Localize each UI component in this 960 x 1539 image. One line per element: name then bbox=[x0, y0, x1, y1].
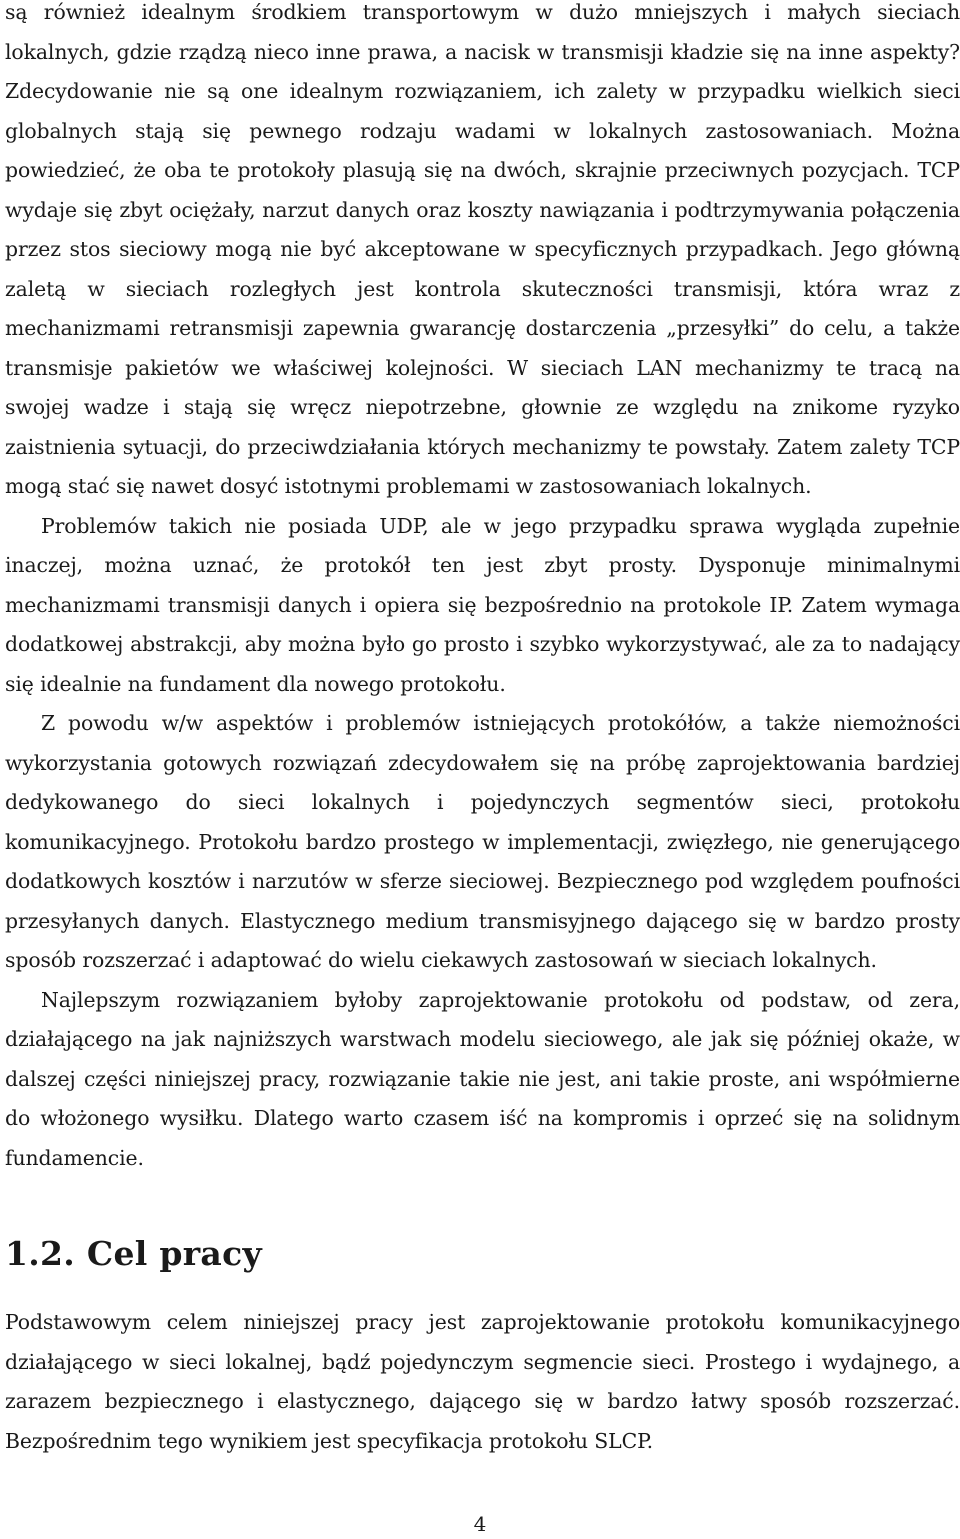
section-heading: 1.2. Cel pracy bbox=[5, 1234, 262, 1273]
paragraph-3: Z powodu w/w aspektów i problemów istniejących protokółów, a także niemożności wykorzystania gotowych rozwiązań zdecydowałem się na próbę zaprojektowania bardziej dedykowanego do sieci lokalnych i pojedynczych segmentów sieci, protokołu komunikacyjnego. Protokołu bardzo prostego w implementacji, zwięzłego, nie generującego dodatkowych kosztów i narzutów w sferze sieciowej. Bezpiecznego pod względem poufności przesyłanych danych. Elastycznego medium transmisyjnego dającego się w bardzo prosty sposób rozszerzać i adaptować do wielu ciekawych zastosowań w sieciach lokalnych. bbox=[5, 711, 960, 972]
section-paragraph: Podstawowym celem niniejszej pracy jest zaprojektowanie protokołu komunikacyjnego działającego w sieci lokalnej, bądź pojedynczym segmencie sieci. Prostego i wydajnego, a zarazem bezpiecznego i elastycznego, dającego się w bardzo łatwy sposób rozszerzać. Bezpośrednim tego wynikiem jest specyfikacja protokołu SLCP. bbox=[5, 1310, 960, 1453]
paragraph-2: Problemów takich nie posiada UDP, ale w jego przypadku sprawa wygląda zupełnie inaczej, można uznać, że protokół ten jest zbyt prosty. Dysponuje minimalnymi mechanizmami transmisji danych i opiera się bezpośrednio na protokole IP. Zatem wymaga dodatkowej abstrakcji, aby można było go prosto i szybko wykorzystywać, ale za to nadający się idealnie na fundament dla nowego protokołu. bbox=[5, 513, 960, 696]
paragraph-4: Najlepszym rozwiązaniem byłoby zaprojektowanie protokołu od podstaw, od zera, działającego na jak najniższych warstwach modelu sieciowego, ale jak się później okaże, w dalszej części niniejszej pracy, rozwiązanie takie nie jest, ani takie proste, ani współmierne do włożonego wysiłku. Dlatego warto czasem iść na kompromis i oprzeć się na solidnym fundamencie. bbox=[5, 987, 960, 1170]
body-text bbox=[5, 0, 960, 1178]
paragraph-1: są również idealnym środkiem transportowym w dużo mniejszych i małych sieciach lokalnych, gdzie rządzą nieco inne prawa, a nacisk w transmisji kładzie się na inne aspekty? Zdecydowanie nie są one idealnym rozwiązaniem, ich zalety w przypadku wielkich sieci globalnych stają się pewnego rodzaju wadami w lokalnych zastosowaniach. Można powiedzieć, że oba te protokoły plasują się na dwóch, skrajnie przeciwnych pozycjach. TCP wydaje się zbyt ociężały, narzut danych oraz koszty nawiązania i podtrzymywania połączenia przez stos sieciowy mogą nie być akceptowane w specyficznych przypadkach. Jego główną zaletą w sieciach rozległych jest kontrola skuteczności transmisji, która wraz z mechanizmami retransmisji zapewnia gwarancję dostarczenia „przesyłki” do celu, a także transmisje pakietów we właściwej kolejności. W sieciach LAN mechanizmy te tracą na swojej wadze i stają się wręcz niepotrzebne, głownie ze względu na znikome ryzyko zaistnienia sytuacji, do przeciwdziałania których mechanizmy te powstały. Zatem zalety TCP mogą stać się nawet dosyć istotnymi problemami w zastosowaniach lokalnych. bbox=[5, 0, 960, 498]
page-number: 4 bbox=[473, 1512, 487, 1536]
section-body bbox=[5, 1303, 960, 1461]
